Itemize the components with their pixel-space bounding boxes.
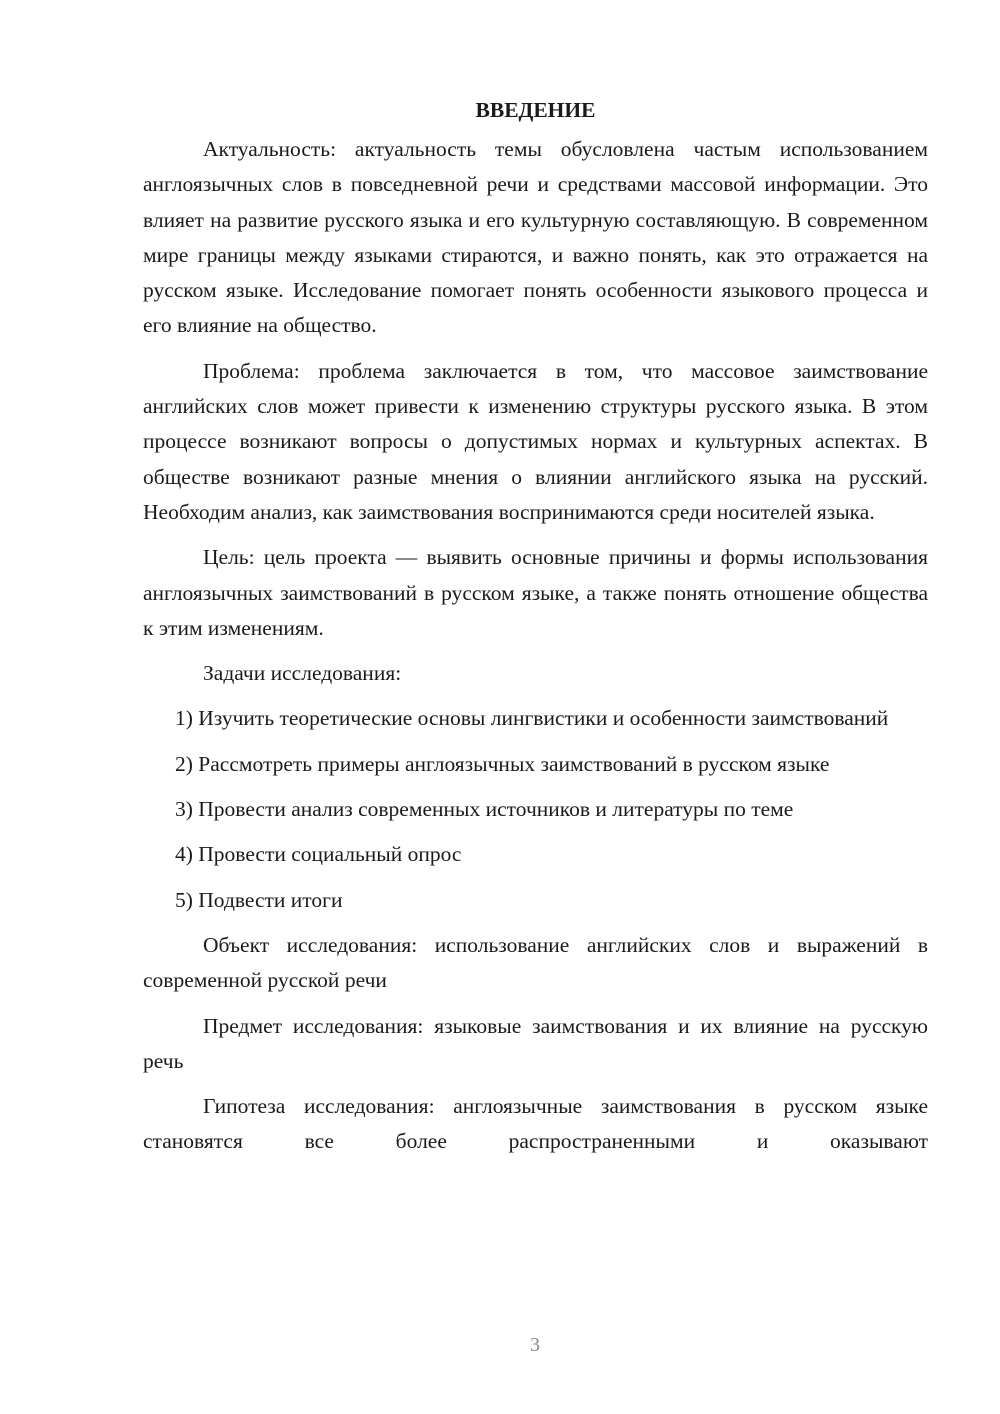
paragraph-hypothesis: Гипотеза исследования: англоязычные заимствования в русском языке становятся все более распространенными и оказывают [143, 1094, 928, 1154]
task-item: 4) Провести социальный опрос [175, 842, 462, 867]
paragraph-problem: Проблема: проблема заключается в том, что массовое заимствование английских слов может привести к изменению структуры русского языка. В этом процессе возникают вопросы о допустимых нормах и культурных аспектах. В обществе возникают разные мнения о влиянии английского языка на русский. Необходим анализ, как заимствования воспринимаются среди носителей языка. [143, 358, 928, 524]
page-title: ВВЕДЕНИЕ [475, 98, 596, 122]
task-item: 5) Подвести итоги [175, 887, 343, 912]
task-item: 3) Провести анализ современных источников и литературы по теме [175, 797, 794, 822]
paragraph-object: Объект исследования: использование английских слов и выражений в современной русской речи [143, 932, 928, 993]
task-item: 1) Изучить теоретические основы лингвистики и особенности заимствований [175, 706, 889, 731]
task-item: 2) Рассмотреть примеры англоязычных заимствований в русском языке [175, 751, 830, 776]
tasks-list [143, 701, 928, 917]
paragraph-goal: Цель: цель проекта — выявить основные причины и формы использования англоязычных заимствований в русском языке, а также понять отношение общества к этим изменениям. [143, 545, 928, 640]
paragraph-subject: Предмет исследования: языковые заимствования и их влияние на русскую речь [143, 1013, 928, 1073]
tasks-heading: Задачи исследования: [203, 661, 402, 686]
page-number: 3 [530, 1334, 540, 1356]
page-content [143, 94, 928, 1160]
paragraph-relevance: Актуальность: актуальность темы обусловлена частым использованием англоязычных слов в повседневной речи и средствами массовой информации. Это влияет на развитие русского языка и его культурную составляющую. В современном мире границы между языками стираются, и важно понять, как это отражается на русском языке. Исследование помогает понять особенности языкового процесса и его влияние на общество. [143, 137, 928, 338]
